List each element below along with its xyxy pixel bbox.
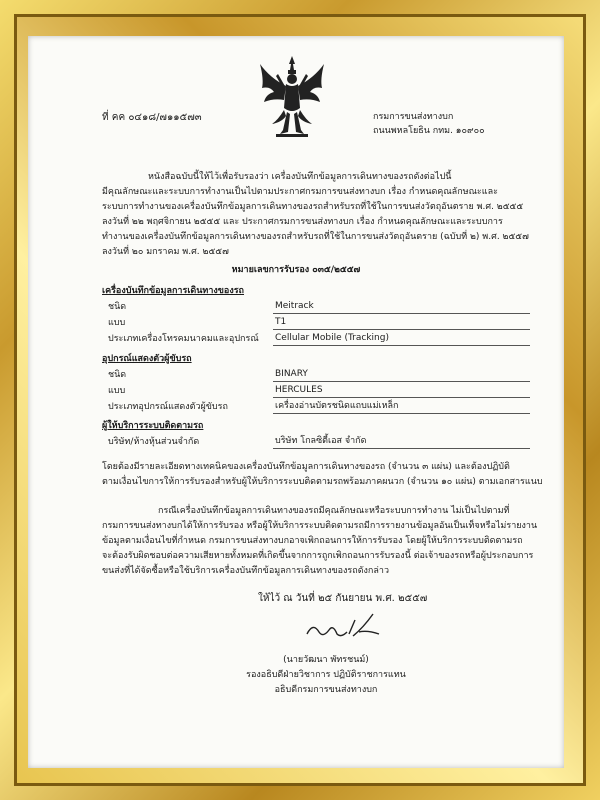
signer-name: (นายวัฒนา พัทรชนม์) [283,655,369,665]
reference-number: ที่ คค ๐๔๑๘/๗๑๑๕๗๓ [102,112,202,123]
recorder-brand-label: ชนิด [108,302,127,312]
reader-brand-value: BINARY [273,369,530,382]
recorder-model-label: แบบ [108,318,126,328]
warning-line: กรณีเครื่องบันทึกข้อมูลการเดินทางของรถมีคุณลักษณะหรือระบบการทำงาน ไม่เป็นไปตามที่ [158,506,510,516]
issuer-address: ถนนพหลโยธิน กทม. ๑๐๙๐๐ [373,126,485,136]
issuer-department: กรมการขนส่งทางบก [373,112,454,122]
attachment-line: ตามเงื่อนไขการให้การรับรองสำหรับผู้ให้บริการระบบติดตามรถพร้อมภาคผนวก (จำนวน ๑๐ แผ่น) ตามเอกสารแนบ [102,477,543,487]
certificate-paper [28,36,564,768]
provider-company-label: บริษัท/ห้างหุ้นส่วนจำกัด [108,437,200,447]
recorder-model-value: T1 [273,317,530,330]
reader-type-label: ประเภทอุปกรณ์แสดงตัวผู้ขับรถ [108,402,228,412]
issue-date: ให้ไว้ ณ วันที่ ๒๕ กันยายน พ.ศ. ๒๕๕๗ [258,593,428,604]
warning-line: ขนส่งที่ได้จัดซื้อหรือใช้บริการเครื่องบันทึกข้อมูลการเดินทางของรถดังกล่าว [102,566,390,576]
reader-model-label: แบบ [108,386,126,396]
recorder-comm-label: ประเภทเครื่องโทรคมนาคมและอุปกรณ์ [108,334,259,344]
section-recorder-heading: เครื่องบันทึกข้อมูลการเดินทางของรถ [102,286,245,296]
garuda-emblem-icon [256,54,328,142]
warning-line: จะต้องรับผิดชอบต่อความเสียหายทั้งหมดที่เกิดขึ้นจากการถูกเพิกถอนการรับรองนี้ ต่อเจ้าของรถหรือผู้ประกอบการ [102,551,534,561]
intro-line: ทำงานของเครื่องบันทึกข้อมูลการเดินทางของรถสำหรับรถที่ใช้ในการขนส่งวัตถุอันตราย (ฉบับที่ ๒) พ.ศ. ๒๕๕๗ [102,232,529,242]
section-reader-heading: อุปกรณ์แสดงตัวผู้ขับรถ [102,354,192,364]
intro-line: ลงวันที่ ๒๒ พฤศจิกายน ๒๕๕๕ และ ประกาศกรมการขนส่งทางบก เรื่อง กำหนดคุณลักษณะและระบบการ [102,217,503,227]
intro-line: ลงวันที่ ๒๐ มกราคม พ.ศ. ๒๕๕๗ [102,247,229,257]
signer-title: อธิบดีกรมการขนส่งทางบก [274,685,378,695]
recorder-comm-value: Cellular Mobile (Tracking) [273,333,530,346]
reader-type-value: เครื่องอ่านบัตรชนิดแถบแม่เหล็ก [273,401,530,414]
attachment-line: โดยต้องมีรายละเอียดทางเทคนิคของเครื่องบันทึกข้อมูลการเดินทางของรถ (จำนวน ๓ แผ่น) และต้องปฏิบัติ [102,462,510,472]
recorder-brand-value: Meitrack [273,301,530,314]
section-provider-heading: ผู้ให้บริการระบบติดตามรถ [102,421,204,431]
signer-title: รองอธิบดีฝ่ายวิชาการ ปฏิบัติราชการแทน [246,670,406,680]
reader-brand-label: ชนิด [108,370,127,380]
warning-line: กรมการขนส่งทางบกได้ให้การรับรอง หรือผู้ให้บริการระบบติดตามรถมีการรายงานข้อมูลอันเป็นเท็จหรือไม่รายงาน [102,521,538,531]
provider-company-value: บริษัท โกลซิตี้เอส จำกัด [273,436,530,449]
intro-line: หนังสือฉบับนี้ให้ไว้เพื่อรับรองว่า เครื่องบันทึกข้อมูลการเดินทางของรถดังต่อไปนี้ [148,172,452,182]
signature-icon [303,608,383,646]
certification-number: หมายเลขการรับรอง ๐๓๕/๒๕๕๗ [231,265,361,275]
intro-line: ระบบการทำงานของเครื่องบันทึกข้อมูลการเดินทางของรถสำหรับรถที่ใช้ในการขนส่งวัตถุอันตราย พ.ศ. ๒๕๕๕ [102,202,524,212]
warning-line: ข้อมูลตามเงื่อนไขที่กำหนด กรมการขนส่งทางบกอาจเพิกถอนการให้การรับรอง โดยผู้ให้บริการระบบติดตามรถ [102,536,523,546]
reader-model-value: HERCULES [273,385,530,398]
intro-line: มีคุณลักษณะและระบบการทำงานเป็นไปตามประกาศกรมการขนส่งทางบก เรื่อง กำหนดคุณลักษณะและ [102,187,498,197]
